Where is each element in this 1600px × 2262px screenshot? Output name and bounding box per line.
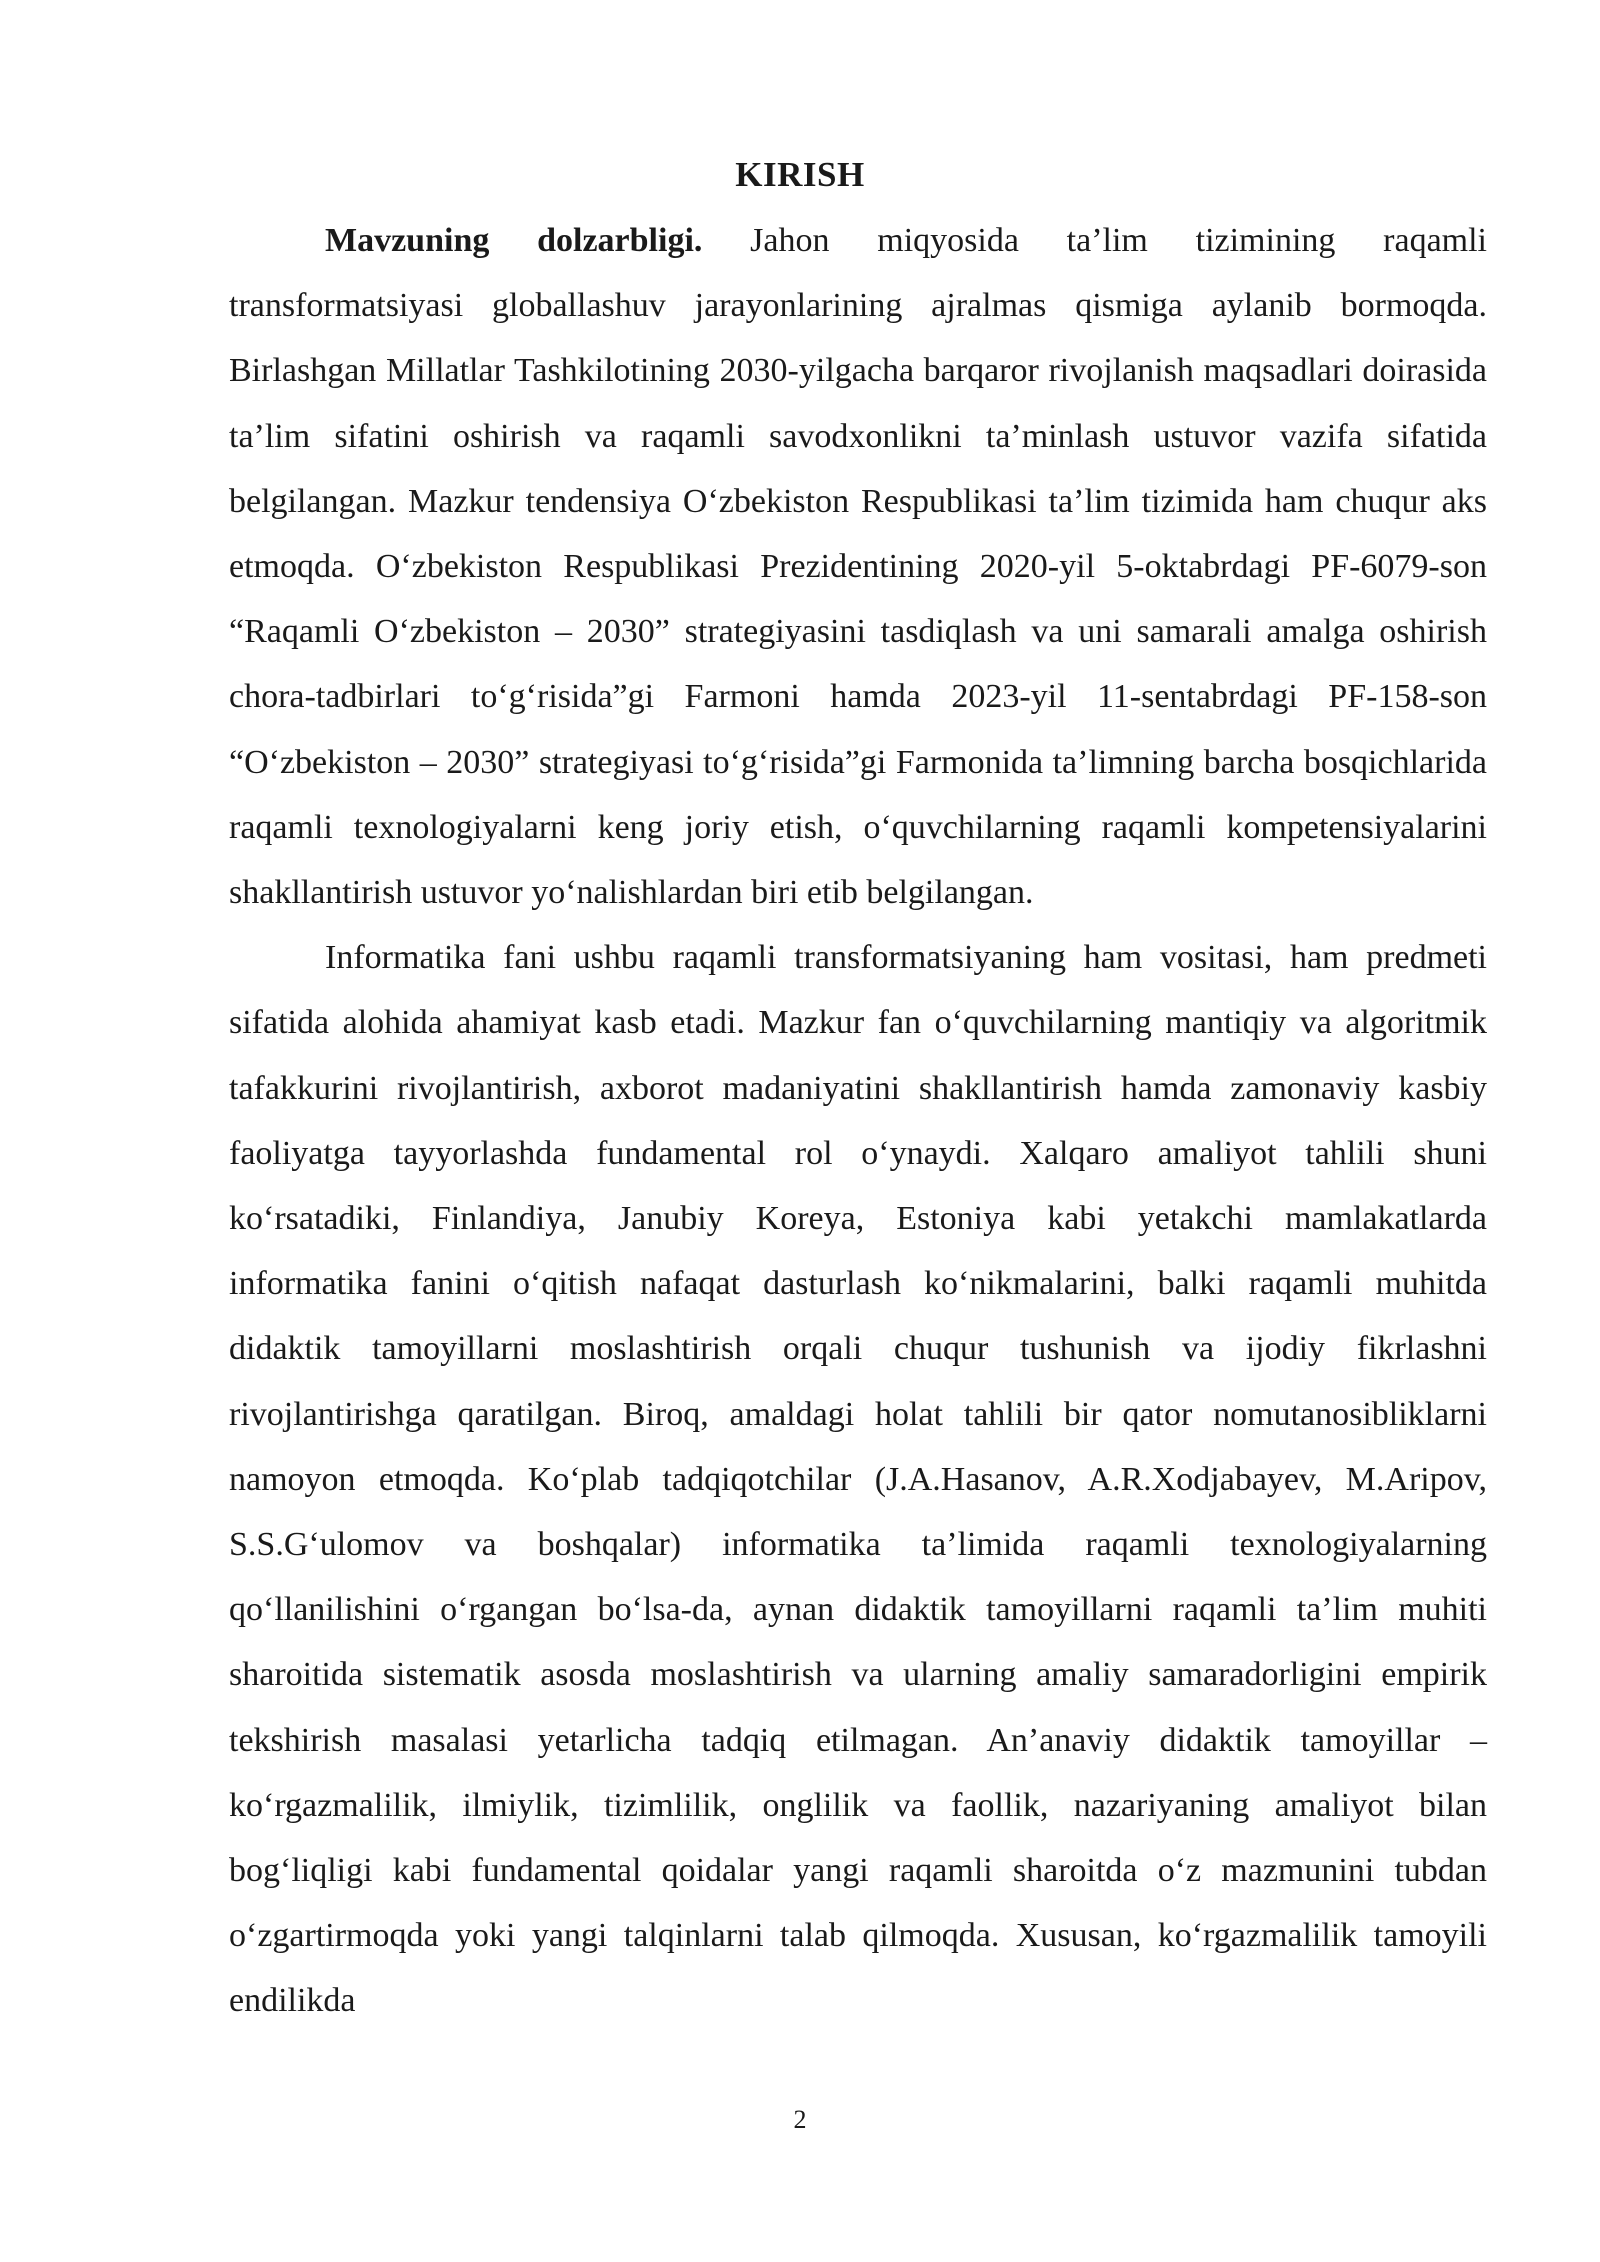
paragraph-text: Informatika fani ushbu raqamli transformatsiyaning ham vositasi, ham predmeti sifatida alohida ahamiyat kasb etadi. Mazkur fan o‘quvchilarning mantiqiy va algoritmik tafakkurini rivojlantirish, axborot madaniyatini shakllantirish hamda zamonaviy kasbiy faoliyatga tayyorlashda fundamental rol o‘ynaydi. Xalqaro amaliyot tahlili shuni ko‘rsatadiki, Finlandiya, Janubiy Koreya, Estoniya kabi yetakchi mamlakatlarda informatika fanini o‘qitish nafaqat dasturlash ko‘nikmalarini, balki raqamli muhitda didaktik tamoyillarni moslashtirish orqali chuqur tushunish va ijodiy fikrlashni rivojlantirishga qaratilgan. Biroq, amaldagi holat tahlili bir qator nomutanosibliklarni namoyon etmoqda. Ko‘plab tadqiqotchilar (J.A.Hasanov, A.R.Xodjabayev, M.Aripov, S.S.G‘ulomov va boshqalar) informatika ta’limida raqamli texnologiyalarning qo‘llanilishini o‘rgangan bo‘lsa-da, aynan didaktik tamoyillarni raqamli ta’lim muhiti sharoitida sistematik asosda moslashtirish va ularning amaliy samaradorligini empirik tekshirish masalasi yetarlicha tadqiq etilmagan. An’anaviy didaktik tamoyillar – ko‘rgazmalilik, ilmiylik, tizimlilik, onglilik va faollik, nazariyaning amaliyot bilan bog‘liqligi kabi fundamental qoidalar yangi raqamli sharoitda o‘z mazmunini tubdan o‘zgartirmoqda yoki yangi talqinlarni talab qilmoqda. Xususan, ko‘rgazmalilik tamoyili endilikda <box>229 939 1487 2020</box>
paragraph-text: Jahon miqyosida ta’lim tizimining raqamli transformatsiyasi globallashuv jarayonlarining ajralmas qismiga aylanib bormoqda. Birlashgan Millatlar Tashkilotining 2030-yilgacha barqaror rivojlanish maqsadlari doirasida ta’lim sifatini oshirish va raqamli savodxonlikni ta’minlash ustuvor vazifa sifatida belgilangan. Mazkur tendensiya O‘zbekiston Respublikasi ta’lim tizimida ham chuqur aks etmoqda. O‘zbekiston Respublikasi Prezidentining 2020-yil 5-oktabrdagi PF-6079-son “Raqamli O‘zbekiston – 2030” strategiyasini tasdiqlash va uni samarali amalga oshirish chora-tadbirlari to‘g‘risida”gi Farmoni hamda 2023-yil 11-sentabrdagi PF-158-son “O‘zbekiston – 2030” strategiyasi to‘g‘risida”gi Farmonida ta’limning barcha bosqichlarida raqamli texnologiyalarni keng joriy etish, o‘quvchilarning raqamli kompetensiyalarini shakllantirish ustuvor yo‘nalishlardan biri etib belgilangan. <box>229 222 1488 912</box>
paragraph-relevance <box>229 208 1487 925</box>
section-heading: KIRISH <box>735 155 865 194</box>
body-text <box>229 208 1487 2034</box>
page-number: 2 <box>793 2105 807 2134</box>
paragraph-informatics <box>229 925 1487 2033</box>
paragraph-lead: Mavzuning dolzarbligi. <box>325 222 703 259</box>
